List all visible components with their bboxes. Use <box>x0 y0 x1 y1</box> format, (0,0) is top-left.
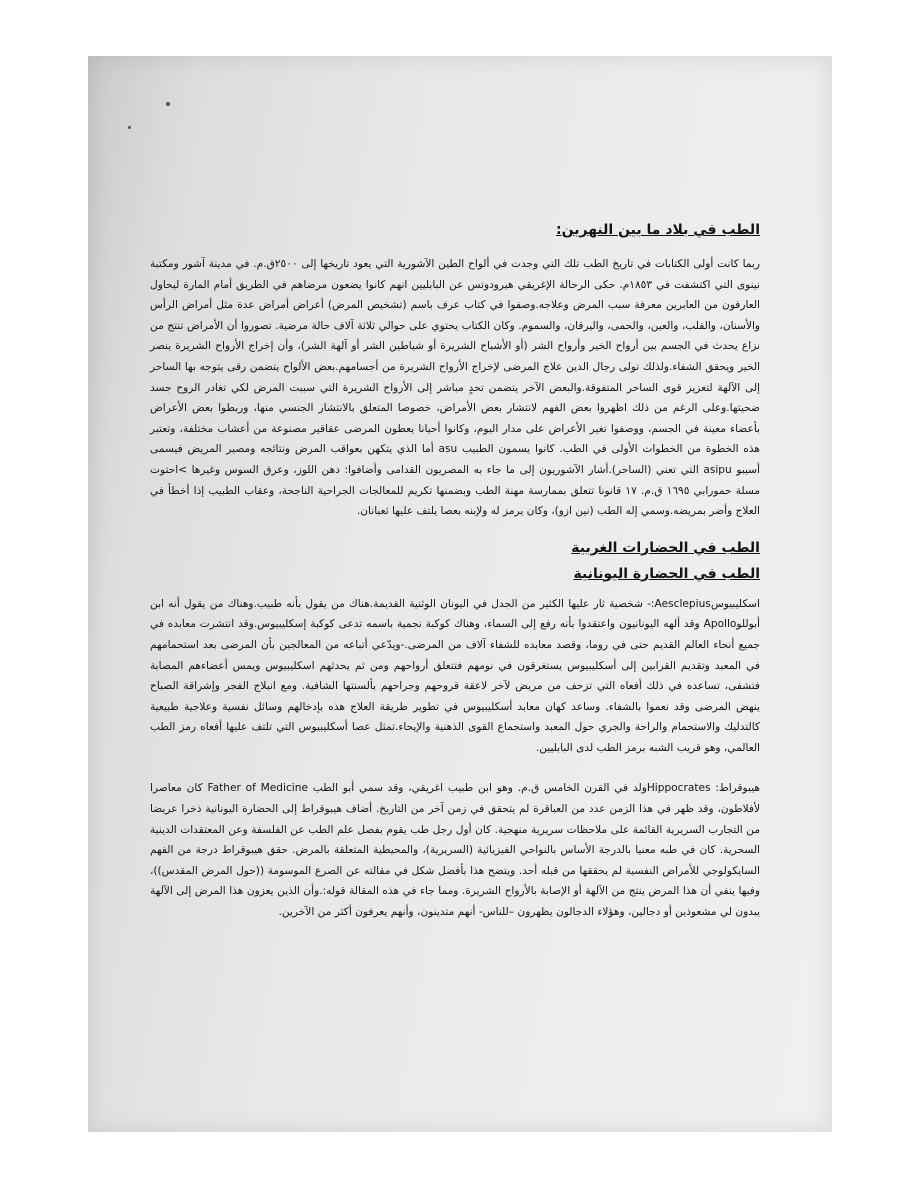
heading-western-civilizations: الطب في الحضارات الغربية <box>571 539 760 556</box>
document-photo <box>88 56 832 1132</box>
paper-speck <box>128 126 131 129</box>
heading-greek-civilization: الطب في الحضارة اليونانية <box>573 565 760 582</box>
paragraph-mesopotamia: ربما كانت أولى الكتابات في تاريخ الطب تلك التي وجدت في ألواح الطين الآشورية التي يعود تاريخها إلى ٢٥٠٠ق.م. في مدينة آشور ومكتبة نينوى التي اكتشفت في ١٨٥٣م. حكى الرحالة الإغريقي هيرودوتس عن البابليين انهم كانوا يضعون مرضاهم في الطريق أمام المارة ليحاول العارفون من العابرين معرفة سبب المرض وعلاجه.وصفوا في كتاب عرف باسم (تشخيص المرض) أعراض أمراض عدة مثل أمراض الرأس والأسنان، والقلب، والعين، والحمى، واليرقان، والسموم. وكان الكتاب يحتوي على حوالي ثلاثة آلاف حالة مرضية. تصوروا أن الأمراض تنتج من نزاع يحدث في الجسم بين أرواح الخير وأرواح الشر (أو الأشباح الشريرة أو شياطين الشر أو آلهة الشر)، وأن إخراج الأرواح الشريرة ينصر الخير ويحقق الشفاء.ولذلك تولى رجال الدين علاج المرضى لإخراج الأرواح الشريرة من أجسامهم.بعض الألواح يتضمن رقى يتوجه بها الساحر إلى الآلهة لتعزيز قوى الساحر المتفوقة.والبعض الآخر يتضمن تحدٍ مباشر إلى الأرواح الشريرة التي سببت المرض لكي تغادر الروح جسد ضحيتها.وعلى الرغم من ذلك اظهروا بعض الفهم لانتشار بعض الأمراض، خصوصا المتعلق بالانتشار الجنسي منها، وربطوا بعض الأعراض بأعضاء معينة في الجسم، ووصفوا تغير الأعراض على مدار اليوم، وكانوا أحيانا يعطون المرضى عقاقير مصنوعة من أعشاب مختلفة، وتعتبر هذه الخطوة من الخطوات الأولى في الطب. كانوا يسمون الطبيب asu أما الذي يتكهن بعواقب المرض ونتائجه ومصير المريض فيسمى أسيبو asipu التي تعني (الساحر).أشار الآشوريون إلى ما جاء به المصريون القدامى وأضافوا: دهن اللوز، وعرق السوس وغيرها >احتوت مسلة حمورابي ١٦٩٥ ق.م. ١٧ قانونا تتعلق بممارسة مهنة الطب وبضمنها تكريم للمعالجات الجراحية الناجحة، وعقاب الطبيب إذا أخطأ في العلاج وأضر بمريضه.وسمي إله الطب (نين ازو)، وكان يرمز له ولإبنه بعصا يلتف عليها ثعبانان. <box>150 258 761 518</box>
document-body <box>150 222 760 923</box>
paragraph-asclepius: اسكليبيوسAesclepius:- شخصية ثار عليها الكثير من الجدل في اليونان الوثنية القديمة.هناك من يقول بأنه طبيب.وهناك من يقول أنه ابن أبوللوApollo وقد ألهه اليونانيون واعتقدوا بأنه رفع إلى السماء، وهناك كوكبة نجمية باسمه تدعى كوكبة إسكليبيوس.وقد انتشرت معابده في جميع أنحاء العالم القديم حتى في روما، وقصد معابده للشفاء آلاف من المرضى.-ويدّعي أتباعه من المعالجين بأن المرضى بعد استحمامهم في المعبد وتقديم القرابين إلى أسكليبيوس يستغرقون في نومهم فتتعلق أرواحهم ومن ثم يحدثهم اسكليبيوس ويمس أعضاءهم المصابة فتشفى، تساعده في ذلك أفعاه التي تزحف من مريض لآخر لاعقة قروحهم وجراحهم بألسنتها الشافية. ومع انبلاج الفجر وإشراقة الصباح ينهض المرضى وقد نعموا بالشفاء. وساعد كهان معابد أسكليبيوس في تطوير طريقة العلاج هذه بإدخالهم وسائل نفسية وعلاجية طبيعية كالتدليك والاستحمام والراحة والجري حول المعبد واستجماع القوى الذهنية والإيحاء.تمثل عصا أسكليبيوس التي تلتف عليها أفعاه رمز الطب العالمي، وهو قريب الشبه برمز الطب لدى البابليين. <box>150 597 760 754</box>
heading-mesopotamia: الطب في بلاد ما بين النهرين: <box>556 222 760 238</box>
paragraph-hippocrates: هيبوقراط: Hippocratesولد في القرن الخامس ق.م. وهو ابن طبيب اغريقي، وقد سمي أبو الطب Father of Medicine كان معاصرا لأفلاطون، وقد ظهر في هذا الزمن عدد من العباقرة لم يتحقق في زمن آخر من التاريخ. أضاف هيبوقراط إلى الحضارة اليونانية ذخرا عريضا من التجارب السريرية القائمة على ملاحظات سريرية منهجية. كان أول رجل طب يقوم بفصل علم الطب عن الفلسفة وعن المعتقدات الدينية السحرية. كان في طبه معنيا بالدرجة الأساس بالنواحي الفيزيائية (السريرية)، والمحيطية المتعلقة بالمرض. حقق هيبوقراط درجة من الفهم السايكولوجي للأمراض النفسية لم يحققها من قبله أحد. ويتضح هذا بأفضل شكل في مقالته عن الصرع الموسومة ((حول المرض المقدس))، وفيها ينفي أن هذا المرض ينتج من الآلهة أو الإصابة بالأرواح الشريرة. ومما جاء في هذه المقالة قوله:.وأن الذين يعزون هذا المرض إلى الآلهة يبدون لي مشعوذين أو دجالين، وهؤلاء الدجالون يظهرون –للناس- أنهم متدينون، وأنهم يعرفون أكثر من الآخرين. <box>150 782 760 919</box>
paper-speck <box>166 102 170 106</box>
